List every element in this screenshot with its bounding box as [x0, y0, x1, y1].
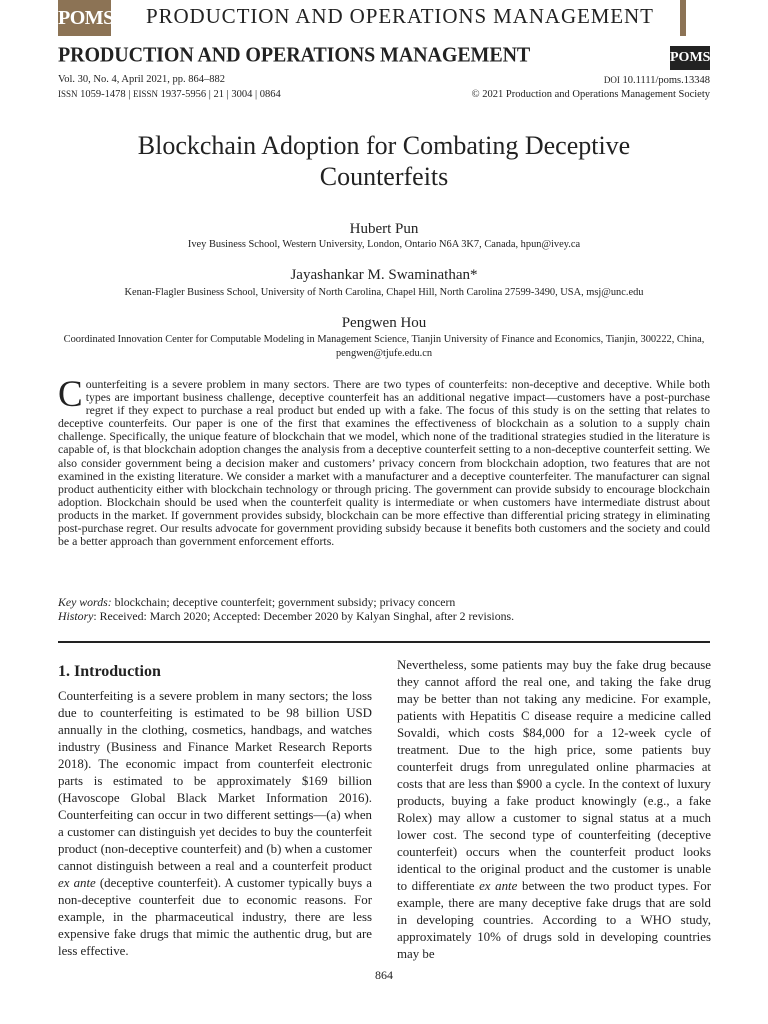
running-title: PRODUCTION AND OPERATIONS MANAGEMENT — [146, 4, 654, 28]
eissn-label: EISSN — [133, 89, 159, 99]
author-affiliation-2: Kenan-Flagler Business School, University of North Carolina, Chapel Hill, North Carolina 27599-3490, USA, msj@unc.edu — [124, 287, 644, 298]
left-text-1: Counterfeiting is a severe problem in many sectors; the loss due to counterfeiting is estimated to be 98 billion USD annually in the clothing, cosmetics, handbags, and watches industry (Business and Finance Market Research Reports 2018). The economic impact from counterfeit electronic parts is estimated to be approximately $169 billion (Havoscope Global Black Market Information 2016). Counterfeiting can occur in two different settings—(a) when a customer can distinguish yet decides to buy the counterfeit product (non-deceptive counterfeit) and (b) when a customer cannot distinguish between a real and a counterfeit product — [58, 689, 372, 873]
issn-value: 1059-1478 — [80, 89, 126, 100]
keywords-block — [58, 595, 514, 623]
author-name-2: Jayashankar M. Swaminathan* — [290, 267, 478, 283]
issue-metadata — [58, 73, 281, 102]
abstract — [58, 374, 710, 549]
author-affiliation-1: Ivey Business School, Western University, London, Ontario N6A 3K7, Canada, hpun@ivey.ca — [187, 239, 581, 250]
left-text-2: (deceptive counterfeit). A customer typically buys a non-deceptive counterfeit due to economic reasons. For example, in the pharmaceutical industry, there are less expensive fake drugs that mimic the authentic drug, but are less effective. — [58, 876, 372, 958]
abstract-dropcap: C — [58, 374, 83, 415]
history-line — [58, 609, 514, 623]
body-column-right — [397, 657, 711, 963]
doi-label: DOI — [603, 75, 620, 85]
issn-line: ISSN 1059-1478 | EISSN 1937-5956 | 21 | 3004 | 0864 — [58, 89, 281, 100]
volume-line: Vol. 30, No. 4, April 2021, pp. 864–882 — [58, 74, 225, 85]
left-emphasis: ex ante — [58, 876, 96, 890]
copyright-line: © 2021 Production and Operations Management Society — [471, 89, 710, 100]
title-line-1: Blockchain Adoption for Combating Deceptive — [137, 131, 631, 160]
section-divider — [58, 641, 710, 643]
issn-suffix: 21 | 3004 | 0864 — [213, 89, 281, 100]
poms-logo-small: POMS — [670, 46, 710, 70]
eissn-value: 1937-5956 — [160, 89, 207, 100]
history-text: : Received: March 2020; Accepted: December 2020 by Kalyan Singhal, after 2 revisions. — [93, 609, 515, 623]
keywords-text: blockchain; deceptive counterfeit; government subsidy; privacy concern — [114, 595, 456, 609]
page-number: 864 — [375, 968, 393, 982]
doi-line[interactable] — [472, 73, 710, 88]
header-accent-bar — [680, 0, 686, 36]
author-name-1: Hubert Pun — [349, 221, 419, 237]
author-name-3: Pengwen Hou — [341, 315, 427, 331]
section-heading-introduction: 1. Introduction — [58, 663, 161, 680]
body-column-left — [58, 688, 372, 960]
poms-logo: POMS — [58, 0, 111, 36]
issn-label: ISSN — [58, 89, 78, 99]
right-text-1: Nevertheless, some patients may buy the fake drug because they cannot afford the real one, and taking the fake drug may be better than not taking any medicine. For example, patients with Hepatitis C disease require a medicine called Sovaldi, which costs $84,000 for a 12-week cycle of treatment. Due to the high price, some patients buy counterfeit drugs from unregulated online pharmacies at costs that are less than $900 a cycle. In the context of luxury products, buying a fake product knowingly (e.g., a fake Rolex) may allow a customer to signal status at a much lower cost. The second type of counterfeiting (deceptive counterfeit) occurs when the counterfeit product looks identical to the original product and the customer is unable to differentiate — [397, 658, 711, 893]
history-label: History — [58, 609, 94, 623]
right-text-2: between the two product types. For example, there are many deceptive fake drugs that are sold in developing countries. According to a WHO study, approximately 10% of drugs sold in developing countries may be — [397, 879, 711, 961]
author-affiliation-3: Coordinated Innovation Center for Computable Modeling in Management Science, Tianjin University of Finance and Economics, Tianjin, 300222, China, pengwen@tjufe.edu.cn — [63, 334, 705, 359]
doi-link[interactable]: 10.1111/poms.13348 — [622, 75, 710, 86]
article-title — [58, 130, 710, 192]
journal-name: PRODUCTION AND OPERATIONS MANAGEMENT — [58, 43, 531, 67]
keywords-line — [58, 595, 514, 609]
title-line-2: Counterfeits — [319, 162, 449, 191]
doi-metadata — [472, 73, 710, 102]
abstract-text: ounterfeiting is a severe problem in many sectors. There are two types of counterfeits: non-deceptive and deceptive. While both types are important business challenge, deceptive counterfeit has an additional negative impact—customers have a post-purchase regret if they expect to purchase a real product but ended up with a fake. The focus of this study is on the setting that relates to deceptive counterfeits. Our paper is one of the first that examines the effectiveness of blockchain as a solution to a supply chain challenge. Specifically, the unique feature of blockchain that we model, which none of the traditional strategies studied in the literature is capable of, is that blockchain adoption changes the analysis from a deceptive counterfeit setting to a non-deceptive counterfeit setting. We also consider government being a decision maker and customers’ privacy concern from blockchain adoption, two features that are not examined in the existing literature. We consider a market with a manufacturer and a deceptive counterfeiter. The manufacturer can signal product authenticity either with blockchain technology or through pricing. The government can provide subsidy to encourage blockchain adoption. Blockchain should be used when the counterfeit quality is intermediate or when customers have intermediate distrust about products in the market. If government provides subsidy, blockchain can be more effective than differential pricing strategy in eliminating post-purchase regret. Our results advocate for government providing subsidy because it benefits both customers and the society and could be a better approach than government enforcement efforts. — [58, 377, 710, 549]
keywords-label: Key words: — [58, 595, 112, 609]
right-emphasis: ex ante — [479, 879, 518, 893]
